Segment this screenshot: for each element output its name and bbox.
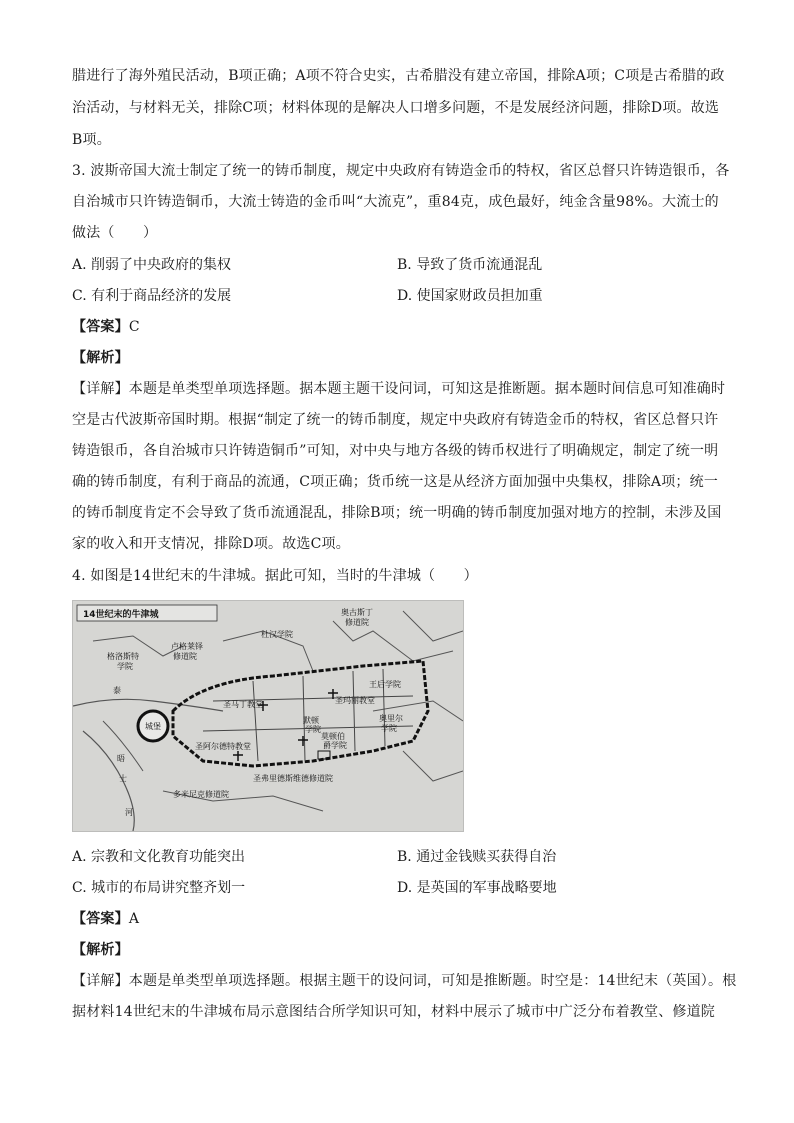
- q3-analysis-label: 【解析】: [72, 350, 129, 366]
- map-label-river-1: 泰: [113, 686, 121, 695]
- intro-line-1: 腊进行了海外殖民活动，B项正确；A项不符合史实，古希腊没有建立帝国，排除A项；C项是古希腊的政: [72, 68, 725, 84]
- q4-answer-tag: 【答案】: [72, 911, 129, 927]
- q3-option-d: D. 使国家财政员担加重: [397, 288, 543, 304]
- intro-line-3: B项。: [72, 132, 111, 148]
- q4-option-a: A. 宗教和文化教育功能突出: [72, 849, 246, 865]
- map-label-rewley: 卢格莱铎: [171, 642, 203, 651]
- map-label-merton-2: 学院: [305, 725, 321, 734]
- q4-analysis-label: 【解析】: [72, 942, 129, 958]
- q3-answer: [72, 317, 140, 337]
- map-label-corpus-2: 爵学院: [323, 741, 347, 750]
- q4-answer-value: A: [128, 911, 140, 927]
- map-label-dominican: 多米尼克修道院: [173, 790, 229, 799]
- q3-option-c: C. 有利于商品经济的发展: [72, 288, 232, 304]
- q4-option-c: C. 城市的布局讲究整齐划一: [72, 880, 246, 896]
- q3-detail-line-5: 的铸币制度肯定不会导致了货币流通混乱，排除B项；统一明确的铸币制度加强对地方的控制，未涉及国: [72, 505, 722, 521]
- q3-detail-line-2: 空是古代波斯帝国时期。根据“制定了统一的铸币制度，规定中央政府有铸造金币的特权，省区总督只许: [72, 412, 719, 428]
- map-label-oriel: 奥里尔: [379, 714, 403, 723]
- q3-detail-line-3: 铸造银币，各自治城市只许铸造铜币”可知，对中央与地方各级的铸币权进行了明确规定，制定了统一明: [72, 443, 719, 459]
- q4-answer: [72, 909, 139, 929]
- map-label-castle: 城堡: [145, 722, 161, 731]
- q4-stem: 4. 如图是14世纪末的牛津城。据此可知，当时的牛津城（ ）: [72, 568, 478, 584]
- map-label-mary: 圣玛丽教堂: [335, 696, 375, 705]
- map-label-gloucester-2: 学院: [117, 662, 133, 671]
- map-title: 14世纪末的牛津城: [83, 610, 159, 620]
- map-label-corpus: 莫顿伯: [321, 732, 345, 741]
- map-label-augustine: 奥古斯丁: [341, 608, 373, 617]
- q3-option-a: A. 削弱了中央政府的集权: [72, 257, 232, 273]
- oxford-map-svg: [73, 601, 463, 831]
- map-label-river-2: 晤: [117, 754, 125, 763]
- q3-stem-line-3: 做法（ ）: [72, 225, 158, 241]
- q3-option-b: B. 导致了货币流通混乱: [397, 257, 543, 273]
- intro-line-2: 治活动，与材料无关，排除C项；材料体现的是解决人口增多问题，不是发展经济问题，排除D项。故选: [72, 100, 720, 116]
- map-label-river-3: 士: [119, 774, 127, 783]
- map-label-merton: 默顿: [303, 716, 319, 725]
- map-label-oriel-2: 学院: [381, 724, 397, 733]
- map-label-stfrides: 圣弗里德斯维德修道院: [253, 774, 333, 783]
- map-label-magdalen: 圣马丁教堂: [223, 700, 263, 709]
- q4-detail-line-1: 【详解】本题是单类型单项选择题。根据主题干的设问词，可知是推断题。时空是：14世纪末（英国）。根: [72, 973, 737, 989]
- map-label-queens: 王后学院: [369, 680, 401, 689]
- oxford-map: [72, 600, 464, 832]
- q3-answer-value: C: [128, 319, 140, 335]
- map-label-dunster: 杜汉学院: [261, 630, 293, 639]
- map-label-aldate: 圣阿尔德特教堂: [195, 742, 251, 751]
- q3-detail-line-1: 【详解】本题是单类型单项选择题。据本题主题干设问词，可知这是推断题。据本题时间信息可知准确时: [72, 381, 726, 397]
- q3-stem-line-2: 自治城市只许铸造铜币，大流士铸造的金币叫“大流克”，重84克，成色最好，纯金含量98%。大流士的: [72, 194, 719, 210]
- q4-option-d: D. 是英国的军事战略要地: [397, 880, 557, 896]
- map-label-augustine-2: 修道院: [345, 618, 369, 627]
- q4-option-b: B. 通过金钱赎买获得自治: [397, 849, 557, 865]
- q3-analysis-tag: [72, 348, 129, 368]
- q4-analysis-tag: [72, 940, 129, 960]
- q4-detail-line-2: 据材料14世纪末的牛津城布局示意图结合所学知识可知，材料中展示了城市中广泛分布着教堂、修道院: [72, 1004, 716, 1020]
- q3-answer-tag: 【答案】: [72, 319, 129, 335]
- map-label-rewley-2: 修道院: [173, 652, 197, 661]
- map-label-gloucester: 格洛斯特: [107, 652, 139, 661]
- q3-detail-line-4: 确的铸币制度，有利于商品的流通，C项正确；货币统一这是从经济方面加强中央集权，排除A项；统一: [72, 474, 719, 490]
- q3-detail-line-6: 家的收入和开支情况，排除D项。故选C项。: [72, 536, 350, 552]
- q3-stem-line-1: 3. 波斯帝国大流士制定了统一的铸币制度，规定中央政府有铸造金币的特权，省区总督只许铸造银币，各: [72, 163, 730, 179]
- map-label-river-4: 河: [125, 808, 133, 817]
